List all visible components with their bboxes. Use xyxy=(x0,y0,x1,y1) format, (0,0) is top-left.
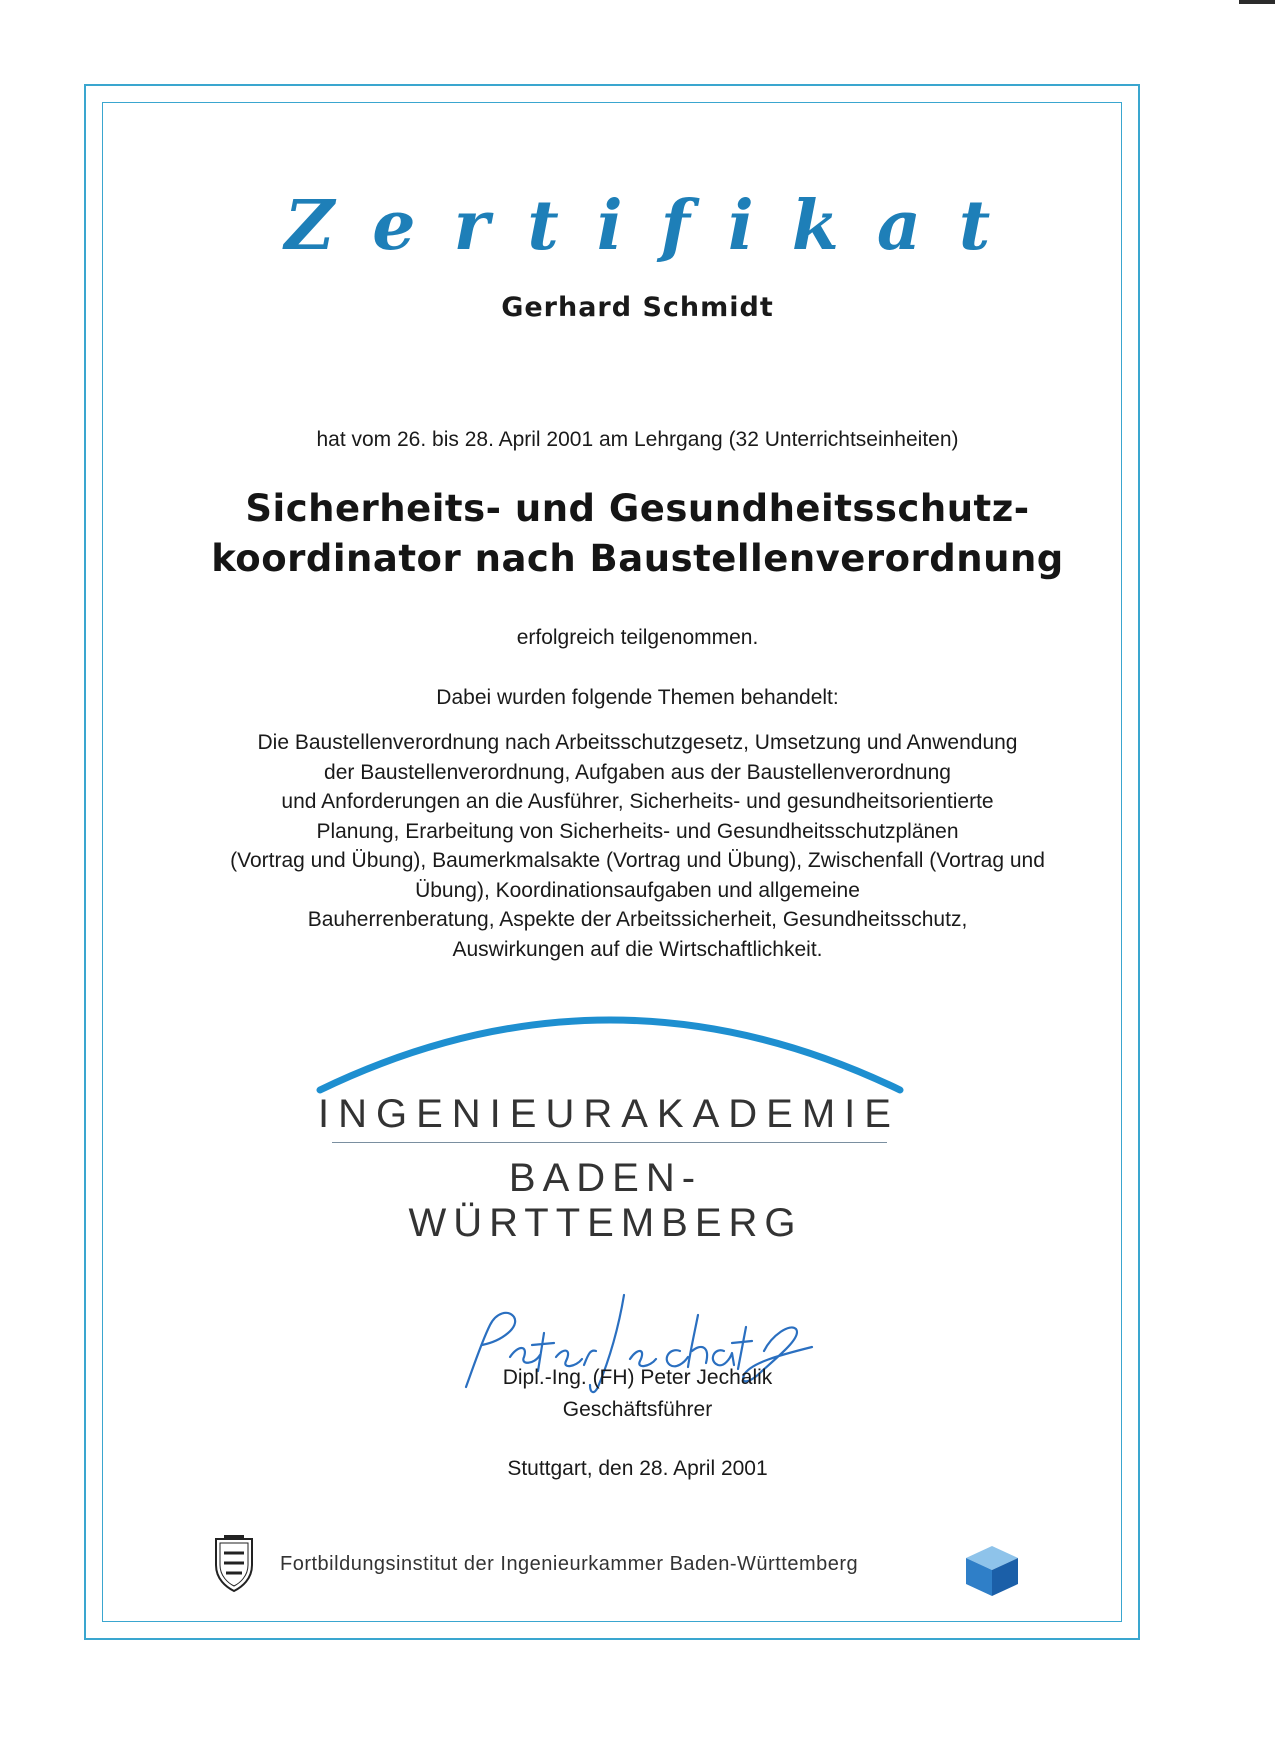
signer-role: Geschäftsführer xyxy=(562,1398,713,1421)
topic-line: der Baustellenverordnung, Aufgaben aus der Baustellenverordnung xyxy=(324,760,951,784)
period-line: hat vom 26. bis 28. April 2001 am Lehrgang (32 Unterrichtseinheiten) xyxy=(316,428,959,451)
coat-of-arms-icon xyxy=(210,1535,258,1593)
recipient-name: Gerhard Schmidt xyxy=(501,292,774,323)
topic-line: und Anforderungen an die Ausführer, Sicherheits- und gesundheitsorientierte xyxy=(281,790,994,813)
course-title-line-1: Sicherheits- und Gesundheitsschutz- xyxy=(245,487,1030,530)
academy-name-line-2: BADEN-WÜRTTEMBERG xyxy=(408,1156,803,1245)
success-line: erfolgreich teilgenommen. xyxy=(516,626,759,649)
cube-logo-icon xyxy=(962,1540,1022,1600)
academy-name-line-1: INGENIEURAKADEMIE xyxy=(318,1092,900,1136)
course-title-line-2: koordinator nach Baustellenverordnung xyxy=(211,537,1064,580)
academy-divider xyxy=(332,1142,887,1143)
place-and-date: Stuttgart, den 28. April 2001 xyxy=(507,1457,768,1480)
course-title xyxy=(0,484,1275,584)
topic-line: Übung), Koordinationsaufgaben und allgemeine xyxy=(415,878,860,902)
scan-edge-mark xyxy=(1239,0,1275,4)
certificate-title: Zertifikat xyxy=(284,186,1029,266)
topic-line: Auswirkungen auf die Wirtschaftlichkeit. xyxy=(452,937,823,961)
topics-paragraph xyxy=(150,728,1125,964)
signer-name: Dipl.-Ing. (FH) Peter Jechalik xyxy=(502,1366,773,1389)
topic-line: (Vortrag und Übung), Baumerkmalsakte (Vortrag und Übung), Zwischenfall (Vortrag und xyxy=(230,849,1045,872)
topic-line: Bauherrenberatung, Aspekte der Arbeitssicherheit, Gesundheitsschutz, xyxy=(307,908,968,931)
themes-intro: Dabei wurden folgende Themen behandelt: xyxy=(436,686,839,709)
academy-arc-logo-icon xyxy=(310,990,910,1100)
footer-institute: Fortbildungsinstitut der Ingenieurkammer Baden-Württemberg xyxy=(280,1553,859,1575)
topic-line: Die Baustellenverordnung nach Arbeitsschutzgesetz, Umsetzung und Anwendung xyxy=(257,731,1018,754)
topic-line: Planung, Erarbeitung von Sicherheits- und Gesundheitsschutzplänen xyxy=(316,819,959,843)
